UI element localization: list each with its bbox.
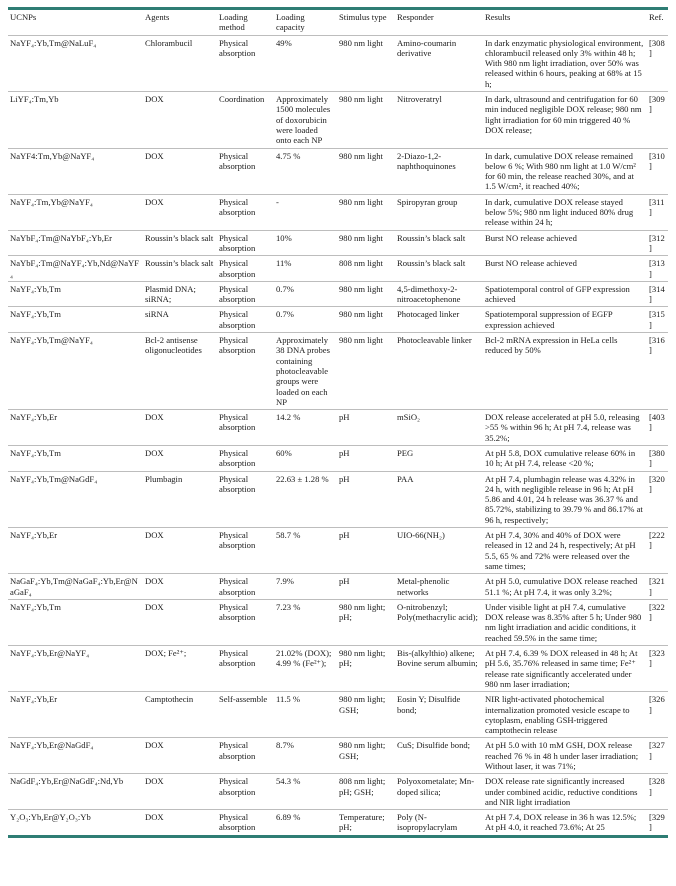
cell-loading-method: Physical absorption xyxy=(219,309,256,330)
cell-ref: [328] xyxy=(649,776,665,797)
cell-agent: Camptothecin xyxy=(145,694,194,705)
cell-loading-capacity: Approximately 1500 molecules of doxorubicin were loaded onto each NP xyxy=(276,94,331,146)
cell-loading-method: Physical absorption xyxy=(219,232,256,253)
cell-ucnp: NaYF₄:Yb,Er@NaGdF₄ xyxy=(10,740,94,751)
cell-ref: [403] xyxy=(649,412,665,433)
header-ucnp: UCNPs xyxy=(10,12,37,22)
table-row xyxy=(8,528,668,574)
cell-agent: DOX xyxy=(145,412,164,423)
cell-loading-method: Physical absorption xyxy=(219,576,256,597)
cell-ucnp: NaGdF₄:Yb,Er@NaGdF₄:Nd,Yb xyxy=(10,776,124,787)
cell-ref: [326] xyxy=(649,694,665,715)
cell-responder: mSiO₂ xyxy=(397,412,421,423)
cell-stimulus-type: Temperature; pH; xyxy=(339,812,385,833)
cell-ref: [380] xyxy=(649,447,665,469)
cell-agent: DOX xyxy=(145,740,164,751)
cell-loading-method: Physical absorption xyxy=(219,196,256,218)
cell-loading-capacity: 21.02% (DOX); 4.99 % (Fe²⁺); xyxy=(276,648,332,669)
cell-results: In dark enzymatic physiological environment, chlorambucil released only 3% within 48 h; With 980 nm light irradiation, over 50% was released within 6 hours, peaking at 68% at 15 h; xyxy=(485,37,644,89)
cell-ref: [327] xyxy=(649,740,665,761)
cell-ref: [320] xyxy=(649,473,665,494)
cell-ucnp: NaYF₄:Yb,Tm xyxy=(10,283,61,294)
cell-stimulus-type: pH xyxy=(339,473,350,484)
cell-stimulus-type: 808 nm light; pH; GSH; xyxy=(339,776,386,797)
cell-ref: [222] xyxy=(649,530,665,551)
cell-results: Burst NO release achieved xyxy=(485,232,577,243)
cell-ucnp: NaYF₄:Yb,Tm@NaGdF₄ xyxy=(10,473,98,484)
cell-results: DOX release rate significantly increased under combined acidic, reductive conditions and NIR light irradiation xyxy=(485,776,638,807)
cell-responder: 2-Diazo-1,2-naphthoquinones xyxy=(397,150,456,171)
cell-stimulus-type: 980 nm light xyxy=(339,196,383,207)
cell-responder: UIO-66(NH₂) xyxy=(397,530,445,541)
cell-agent: Roussin’s black salt xyxy=(145,258,214,269)
cell-responder: Spiropyran group xyxy=(397,196,458,207)
cell-stimulus-type: 980 nm light xyxy=(339,335,383,346)
cell-ref: [310] xyxy=(649,150,665,171)
header-agent: Agents xyxy=(145,12,170,22)
header-loading-method: Loading method xyxy=(219,12,248,33)
cell-ucnp: NaYbF₄:Tm@NaYbF₄:Yb,Er xyxy=(10,232,112,243)
cell-loading-capacity: 60% xyxy=(276,447,292,458)
cell-agent: DOX xyxy=(145,530,164,541)
cell-results: NIR light-activated photochemical internalization promoted vesicle escape to cytoplasm, enabling GSH-triggered camptothecin release xyxy=(485,694,630,736)
cell-loading-method: Physical absorption xyxy=(219,473,256,494)
header-results: Results xyxy=(485,12,511,22)
cell-results: Under visible light at pH 7.4, cumulative DOX release was 8.35% after 5 h; Under 980 nm light irradiation and acidic conditions, it reached 59.5% in the same time; xyxy=(485,601,642,643)
cell-ref: [309] xyxy=(649,94,665,115)
cell-loading-capacity: 8.7% xyxy=(276,740,294,751)
cell-responder: Bis-(alkylthio) alkene; Bovine serum albumin; xyxy=(397,648,478,669)
cell-loading-capacity: 0.7% xyxy=(276,283,294,294)
cell-responder: Polyoxometalate; Mn-doped silica; xyxy=(397,776,475,797)
cell-ucnp: Y₂O₃:Yb,Er@Y₂O₃:Yb xyxy=(10,812,91,823)
table-row xyxy=(8,599,668,645)
cell-loading-capacity: 14.2 % xyxy=(276,412,301,423)
drug-release-table-container xyxy=(8,0,668,838)
cell-results: DOX release accelerated at pH 5.0, releasing >55 % within 96 h; At pH 7.4, release was 35.2%; xyxy=(485,412,640,443)
cell-agent: DOX xyxy=(145,812,164,823)
cell-ucnp: NaYF₄:Tm,Yb@NaYF₄ xyxy=(10,196,93,207)
cell-ucnp: NaYF₄:Yb,Tm xyxy=(10,447,61,458)
cell-loading-capacity: 11% xyxy=(276,258,292,269)
cell-loading-capacity: 54.3 % xyxy=(276,776,301,787)
cell-loading-method: Physical absorption xyxy=(219,648,256,669)
cell-agent: Bcl-2 antisense oligonucleotides xyxy=(145,335,202,356)
cell-results: In dark, cumulative DOX release remained below 6 %; With 980 nm light at 1.0 W/cm² for 60 min, the release reached 30%, and at 1.5 W/cm², it reached 40%; xyxy=(485,150,636,192)
cell-stimulus-type: 980 nm light xyxy=(339,150,383,161)
cell-ucnp: NaYF₄:Yb,Tm xyxy=(10,309,61,320)
cell-ref: [322] xyxy=(649,601,665,623)
cell-agent: DOX; Fe²⁺; xyxy=(145,648,187,659)
cell-stimulus-type: 980 nm light; pH; xyxy=(339,648,386,669)
table-row xyxy=(8,307,668,333)
cell-agent: Plasmid DNA; siRNA; xyxy=(145,283,196,305)
cell-results: In dark, cumulative DOX release stayed below 5%; 980 nm light induced 80% drug release within 24 h; xyxy=(485,196,634,228)
table-header-row xyxy=(8,9,668,36)
cell-loading-method: Physical absorption xyxy=(219,601,256,623)
cell-responder: Photocaged linker xyxy=(397,309,460,320)
cell-responder: Photocleavable linker xyxy=(397,335,472,346)
cell-ref: [316] xyxy=(649,335,665,356)
cell-ref: [308] xyxy=(649,37,665,58)
header-loading-capacity: Loading capacity xyxy=(276,12,305,33)
cell-responder: O-nitrobenzyl; Poly(methacrylic acid); xyxy=(397,601,478,623)
cell-ucnp: NaYF4:Tm,Yb@NaYF₄ xyxy=(10,150,95,161)
table-row xyxy=(8,333,668,410)
cell-loading-method: Physical absorption xyxy=(219,37,256,58)
cell-loading-capacity: 10% xyxy=(276,232,292,243)
cell-loading-method: Physical absorption xyxy=(219,530,256,551)
cell-results: At pH 5.0, cumulative DOX release reached 51.1 %; At pH 7.4, it was only 3.2%; xyxy=(485,576,638,597)
cell-ucnp: NaYF₄:Yb,Tm@NaLuF₄ xyxy=(10,37,97,48)
cell-stimulus-type: 808 nm light xyxy=(339,258,383,269)
cell-agent: Plumbagin xyxy=(145,473,183,484)
cell-loading-capacity: 4.75 % xyxy=(276,150,301,161)
cell-responder: PAA xyxy=(397,473,414,484)
cell-ref: [312] xyxy=(649,232,665,253)
cell-loading-method: Physical absorption xyxy=(219,412,256,433)
table-row xyxy=(8,646,668,692)
cell-agent: DOX xyxy=(145,150,164,161)
table-row xyxy=(8,256,668,282)
cell-ref: [323] xyxy=(649,648,665,669)
ucnp-drug-release-table xyxy=(8,7,668,838)
cell-agent: DOX xyxy=(145,576,164,587)
cell-responder: Roussin’s black salt xyxy=(397,258,466,269)
table-row xyxy=(8,774,668,810)
cell-responder: Amino-coumarin derivative xyxy=(397,37,457,58)
cell-ref: [311] xyxy=(649,196,665,218)
cell-loading-capacity: 58.7 % xyxy=(276,530,301,541)
cell-ucnp: NaYF₄:Yb,Tm xyxy=(10,601,61,612)
cell-results: Spatiotemporal suppression of EGFP expression achieved xyxy=(485,309,613,330)
cell-agent: DOX xyxy=(145,94,164,105)
table-row xyxy=(8,410,668,446)
cell-agent: DOX xyxy=(145,196,164,207)
cell-responder: 4,5-dimethoxy-2-nitroacetophenone xyxy=(397,283,461,305)
cell-ucnp: NaYF₄:Yb,Er xyxy=(10,412,58,423)
cell-results: At pH 5.0 with 10 mM GSH, DOX release reached 76 % in 48 h under laser irradiation; Without laser, it was 71%; xyxy=(485,740,639,771)
cell-agent: DOX xyxy=(145,601,164,612)
cell-responder: Eosin Y; Disulfide bond; xyxy=(397,694,461,715)
cell-stimulus-type: 980 nm light xyxy=(339,232,383,243)
cell-agent: Chlorambucil xyxy=(145,37,193,48)
cell-ucnp: NaYF₄:Yb,Tm@NaYF₄ xyxy=(10,335,93,346)
table-row xyxy=(8,281,668,307)
cell-results: Bcl-2 mRNA expression in HeLa cells reduced by 50% xyxy=(485,335,618,356)
cell-results: At pH 7.4, 6.39 % DOX released in 48 h; At pH 5.6, 35.76% released in same time; Fe²⁺ release rate significantly accelerated under 980 nm laser irradiation; xyxy=(485,648,638,689)
cell-ucnp: NaYF₄:Yb,Er xyxy=(10,530,58,541)
table-row xyxy=(8,471,668,527)
cell-ref: [315] xyxy=(649,309,665,330)
cell-ref: [314] xyxy=(649,283,665,305)
table-row xyxy=(8,445,668,471)
cell-ref: [321] xyxy=(649,576,665,597)
cell-stimulus-type: 980 nm light xyxy=(339,309,383,320)
cell-results: Burst NO release achieved xyxy=(485,258,577,269)
header-responder: Responder xyxy=(397,12,434,22)
cell-loading-capacity: Approximately 38 DNA probes containing photocleavable groups were loaded on each NP xyxy=(276,335,330,407)
cell-stimulus-type: 980 nm light; pH; xyxy=(339,601,386,623)
cell-ref: [313] xyxy=(649,258,665,279)
cell-ref: [329] xyxy=(649,812,665,833)
cell-results: At pH 7.4, plumbagin release was 4.32% in 24 h, with negligible release in 96 h; At pH 5.86 and 4.01, 24 h release was 36.37 % and 85.72%, stabilizing to 39.79 % and 86.17% at 96 h, respectively; xyxy=(485,473,643,525)
cell-agent: DOX xyxy=(145,447,164,458)
table-row xyxy=(8,810,668,837)
cell-loading-method: Physical absorption xyxy=(219,258,256,279)
cell-results: In dark, ultrasound and centrifugation for 60 min induced negligible DOX release; 980 nm light irradiation for 60 min triggered 40 % DOX release; xyxy=(485,94,642,135)
cell-ucnp: NaGaF₄:Yb,Tm@NaGaF₄:Yb,Er@NaGaF₄ xyxy=(10,576,138,597)
cell-stimulus-type: pH xyxy=(339,447,350,458)
cell-loading-method: Physical absorption xyxy=(219,447,256,469)
cell-ucnp: NaYF₄:Yb,Er@NaYF₄ xyxy=(10,648,90,659)
cell-loading-method: Physical absorption xyxy=(219,740,256,761)
cell-loading-method: Coordination xyxy=(219,94,265,105)
cell-responder: Nitroveratryl xyxy=(397,94,442,105)
cell-stimulus-type: 980 nm light xyxy=(339,94,383,105)
cell-responder: CuS; Disulfide bond; xyxy=(397,740,471,751)
table-row xyxy=(8,230,668,256)
table-row xyxy=(8,738,668,774)
cell-loading-capacity: 49% xyxy=(276,37,292,48)
cell-stimulus-type: pH xyxy=(339,576,350,587)
cell-stimulus-type: 980 nm light xyxy=(339,37,383,48)
cell-stimulus-type: 980 nm light; GSH; xyxy=(339,694,386,715)
cell-agent: Roussin’s black salt xyxy=(145,232,214,243)
cell-stimulus-type: 980 nm light; GSH; xyxy=(339,740,386,761)
cell-responder: Metal-phenolic networks xyxy=(397,576,450,597)
table-row xyxy=(8,574,668,600)
cell-stimulus-type: pH xyxy=(339,412,350,423)
cell-agent: DOX xyxy=(145,776,164,787)
cell-loading-method: Physical absorption xyxy=(219,335,256,356)
table-row xyxy=(8,35,668,91)
table-row xyxy=(8,92,668,148)
cell-loading-method: Self-assemble xyxy=(219,694,268,705)
cell-loading-capacity: 7.23 % xyxy=(276,601,301,612)
table-row xyxy=(8,148,668,194)
header-stimulus-type: Stimulus type xyxy=(339,12,387,22)
cell-results: Spatiotemporal control of GFP expression achieved xyxy=(485,283,630,305)
cell-stimulus-type: 980 nm light xyxy=(339,283,383,294)
table-row xyxy=(8,194,668,230)
cell-responder: Roussin’s black salt xyxy=(397,232,466,243)
cell-loading-capacity: - xyxy=(276,196,279,207)
cell-loading-capacity: 22.63 ± 1.28 % xyxy=(276,473,329,484)
cell-ucnp: NaYbF₄:Tm@NaYF₄:Yb,Nd@NaYF₄ xyxy=(10,258,139,279)
cell-loading-capacity: 6.89 % xyxy=(276,812,301,823)
cell-agent: siRNA xyxy=(145,309,169,320)
cell-ucnp: NaYF₄:Yb,Er xyxy=(10,694,58,705)
table-row xyxy=(8,692,668,738)
cell-ucnp: LiYF₄:Tm,Yb xyxy=(10,94,59,105)
cell-loading-method: Physical absorption xyxy=(219,776,256,797)
cell-responder: PEG xyxy=(397,447,414,458)
cell-loading-method: Physical absorption xyxy=(219,812,256,833)
cell-loading-method: Physical absorption xyxy=(219,283,256,305)
cell-responder: Poly (N-isopropylacrylam xyxy=(397,812,458,833)
cell-results: At pH 7.4, 30% and 40% of DOX were released in 12 and 24 h, respectively; At pH 5.5, 65 % and 72% were released over the same times; xyxy=(485,530,636,571)
cell-results: At pH 5.8, DOX cumulative release 60% in 10 h; At pH 7.4, release <20 %; xyxy=(485,447,636,469)
cell-stimulus-type: pH xyxy=(339,530,350,541)
cell-loading-capacity: 0.7% xyxy=(276,309,294,320)
cell-results: At pH 7.4, DOX release in 36 h was 12.5%; At pH 4.0, it reached 73.6%; At 25 xyxy=(485,812,637,833)
cell-loading-capacity: 11.5 % xyxy=(276,694,301,705)
header-ref: Ref. xyxy=(649,12,664,22)
cell-loading-method: Physical absorption xyxy=(219,150,256,171)
cell-loading-capacity: 7.9% xyxy=(276,576,294,587)
